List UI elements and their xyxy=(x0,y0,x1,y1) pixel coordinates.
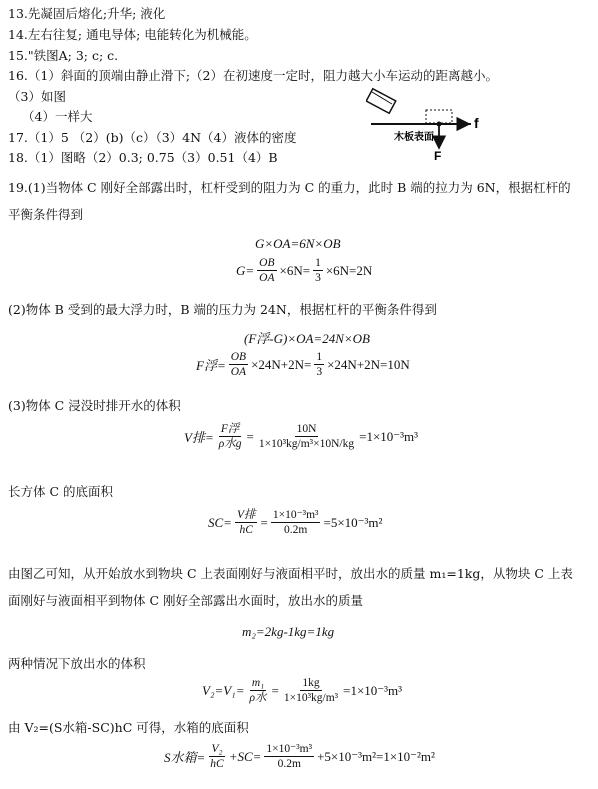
equation-3: (F浮-G)×OA=24N×OB xyxy=(244,331,370,346)
eq6-fraction-2 xyxy=(271,508,321,537)
answer-15: 15."铁图A; 3; c; c. xyxy=(8,48,119,63)
q19-part6-text: 两种情况下放出水的体积 xyxy=(8,656,146,671)
equation-9 xyxy=(164,742,435,771)
equation-6 xyxy=(208,508,382,537)
eq9-numerator-2: 1×10⁻³m³ xyxy=(266,743,313,755)
eq5-numerator: F浮 xyxy=(220,423,240,435)
eq8-equals: = xyxy=(271,682,279,698)
eq2-numerator-2: 1 xyxy=(315,257,321,269)
q19-part2-text: (2)物体 B 受到的最大浮力时，B 端的压力为 24N，根据杠杆的平衡条件得到 xyxy=(8,302,437,317)
eq8-fraction-2 xyxy=(282,676,340,705)
eq5-fraction xyxy=(217,422,244,451)
force-diagram xyxy=(366,84,506,162)
eq4-denominator-2: 3 xyxy=(316,366,323,378)
eq2-denominator-2: 3 xyxy=(315,272,321,284)
eq9-fraction-2 xyxy=(264,742,314,771)
eq8-numerator-2: 1kg xyxy=(302,677,320,689)
eq4-numerator: OB xyxy=(230,351,247,363)
slope-cart-icon xyxy=(366,89,396,114)
eq4-middle: ×24N+2N= xyxy=(251,356,312,372)
equation-1: G×OA=6N×OB xyxy=(255,236,341,251)
eq9-numerator: V₂ xyxy=(211,743,223,755)
equation-2 xyxy=(236,256,372,285)
eq8-numerator: m₁ xyxy=(251,677,265,689)
answer-14: 14.左右往复; 通电导体; 电能转化为机械能。 xyxy=(8,27,257,42)
eq6-numerator: V排 xyxy=(236,509,256,521)
eq2-middle: ×6N= xyxy=(279,262,311,278)
eq2-rhs: ×6N=2N xyxy=(325,262,373,278)
eq4-rhs: ×24N+2N=10N xyxy=(327,356,410,372)
eq9-denominator-2: 0.2m xyxy=(277,758,301,770)
eq9-middle: +SC= xyxy=(228,748,262,764)
force-diagram-svg xyxy=(366,84,506,162)
board-label: 木板表面 xyxy=(394,132,434,143)
q19-part7-text: 由 V₂=(S水箱-SC)hC 可得，水箱的底面积 xyxy=(8,720,249,735)
answer-16-part4: （4）一样大 xyxy=(22,109,93,124)
equation-4 xyxy=(196,350,410,379)
eq9-lhs: S水箱= xyxy=(164,750,206,765)
eq5-rhs: =1×10⁻³m³ xyxy=(359,428,419,444)
eq4-lhs: F浮= xyxy=(196,358,226,373)
eq6-denominator: hC xyxy=(239,524,253,536)
eq4-numerator-2: 1 xyxy=(316,351,323,363)
eq5-fraction-2 xyxy=(257,422,356,451)
q19-part3-text: (3)物体 C 浸没时排开水的体积 xyxy=(8,398,181,413)
eq2-fraction xyxy=(257,256,276,285)
equation-5 xyxy=(184,422,418,451)
eq9-denominator: hC xyxy=(210,758,224,770)
answer-17: 17.（1）5 （2）(b)（c）（3）4N（4）液体的密度 xyxy=(8,130,297,145)
eq6-fraction xyxy=(235,508,258,537)
eq8-denominator-2: 1×10³kg/m³ xyxy=(283,692,339,704)
eq4-fraction-2 xyxy=(314,350,324,379)
eq5-equals: = xyxy=(246,428,254,444)
equation-7: m₂=2kg-1kg=1kg xyxy=(242,624,335,639)
equation-8 xyxy=(202,676,402,705)
eq6-numerator-2: 1×10⁻³m³ xyxy=(272,509,319,521)
eq5-denominator: ρ水g xyxy=(218,438,242,450)
q19-part5-text: 由图乙可知，从开始放水到物块 C 上表面刚好与液面相平时，放出水的质量 m₁=1kg，从物块 C 上表面刚好与液面相平到物体 C 刚好全部露出水面时，放出水的质量 xyxy=(8,566,573,608)
eq6-lhs: SC= xyxy=(208,514,232,530)
eq6-denominator-2: 0.2m xyxy=(283,524,308,536)
eq4-denominator: OA xyxy=(230,366,247,378)
answer-18: 18.（1）图略（2）0.3; 0.75（3）0.51（4）B xyxy=(8,150,278,165)
eq6-rhs: =5×10⁻³m² xyxy=(323,514,383,530)
eq6-equals: = xyxy=(260,514,268,530)
eq5-denominator-2: 1×10³kg/m³×10N/kg xyxy=(258,438,355,450)
eq8-fraction xyxy=(247,676,268,705)
eq8-lhs: V₂=V₁= xyxy=(202,682,245,698)
eq2-denominator: OA xyxy=(259,272,275,284)
eq2-numerator: OB xyxy=(259,257,275,269)
force-F-label: F xyxy=(434,149,442,162)
answer-16-part3: （3）如图 xyxy=(8,89,66,104)
eq8-rhs: =1×10⁻³m³ xyxy=(343,682,403,698)
eq5-numerator-2: 10N xyxy=(296,423,317,435)
answer-13: 13.先凝固后熔化;升华; 液化 xyxy=(8,6,166,21)
eq8-denominator: ρ水 xyxy=(249,692,267,704)
eq9-rhs: +5×10⁻³m²=1×10⁻²m² xyxy=(317,748,435,764)
answer-16: 16.（1）斜面的顶端由静止滑下;（2）在初速度一定时，阻力越大小车运动的距离越小。 xyxy=(8,68,498,83)
eq4-fraction xyxy=(229,350,248,379)
q19-part1-text: 19.(1)当物体 C 刚好全部露出时，杠杆受到的阻力为 C 的重力，此时 B 端的拉力为 6N，根据杠杆的平衡条件得到 xyxy=(8,180,571,222)
cart-dashed-box xyxy=(426,110,452,123)
eq9-fraction xyxy=(208,742,225,771)
eq2-fraction-2 xyxy=(313,256,323,285)
force-f-label: f xyxy=(474,115,479,131)
eq5-lhs: V排= xyxy=(184,430,214,445)
eq2-lhs: G= xyxy=(236,262,255,278)
q19-part4-text: 长方体 C 的底面积 xyxy=(8,484,114,499)
